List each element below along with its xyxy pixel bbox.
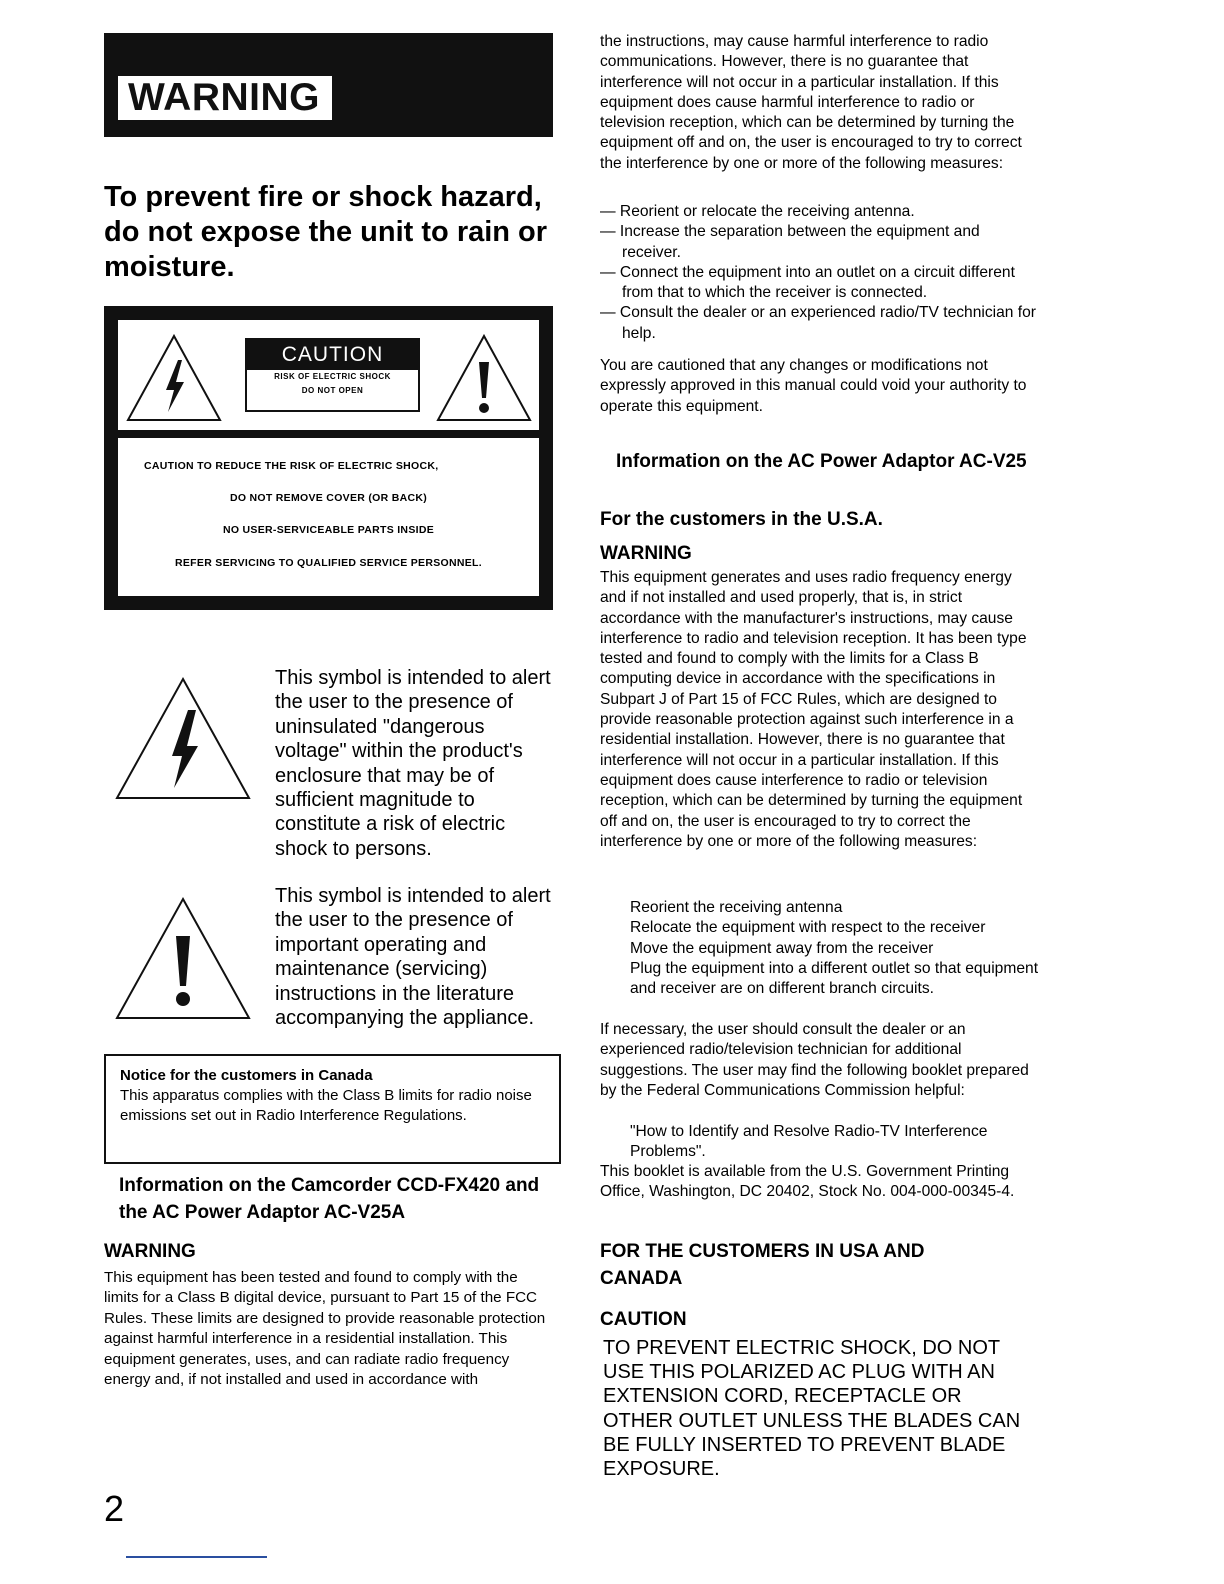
exclamation-symbol-description: This symbol is intended to alert the user to the presence of important operating and maintenance (servicing) instructions in the literature accompanying the appliance. — [275, 885, 551, 1030]
canada-notice-text: This apparatus complies with the Class B limits for radio noise emissions set out in Radio Interference Regulations. — [120, 1087, 532, 1124]
caution-line: CAUTION TO REDUCE THE RISK OF ELECTRIC SHOCK, — [144, 460, 439, 472]
measures-list — [600, 202, 1040, 344]
list-item: Plug the equipment into a different outlet so that equipment and receiver are on different branch circuits. — [630, 959, 1039, 998]
footer-rule — [126, 1556, 267, 1558]
page-number: 2 — [104, 1488, 125, 1529]
caution-line: REFER SERVICING TO QUALIFIED SERVICE PERSONNEL. — [175, 557, 482, 569]
warning-banner — [104, 33, 553, 137]
warning-label: WARNING — [118, 76, 332, 120]
caution-plaque — [245, 338, 420, 412]
caution-panel-top — [118, 320, 539, 430]
list-item: — Consult the dealer or an experienced radio/TV technician for help. — [600, 304, 1037, 342]
exclamation-triangle-icon — [434, 332, 534, 424]
exclamation-triangle-icon — [114, 896, 252, 1022]
usa-customers-title: For the customers in the U.S.A. — [600, 509, 883, 530]
caution-panel-text — [118, 438, 539, 596]
canada-notice-box — [104, 1054, 561, 1164]
lightning-triangle-icon — [114, 676, 252, 802]
list-item: Move the equipment away from the receiver — [630, 939, 934, 957]
caution-plaque-line: RISK OF ELECTRIC SHOCK — [274, 372, 391, 381]
caution-plaque-line: DO NOT OPEN — [301, 386, 364, 395]
usa-warning-heading: WARNING — [600, 543, 692, 564]
caution-plaque-title: CAUTION — [247, 340, 418, 370]
usa-canada-title: FOR THE CUSTOMERS IN USA AND CANADA — [600, 1241, 925, 1289]
camcorder-warning-text: This equipment has been tested and found to comply with the limits for a Class B digital device, pursuant to Part 15 of the FCC Rules. These limits are designed to provide reasonable protection against harmful interference in a residential installation. This equipment generates, uses, and can radiate radio frequency energy and, if not installed and used in accordance with — [104, 1269, 546, 1389]
adaptor-section-title: Information on the AC Power Adaptor AC-V25 — [616, 451, 1027, 472]
final-caution-heading: CAUTION — [600, 1309, 687, 1330]
camcorder-warning-heading: WARNING — [104, 1241, 196, 1262]
final-caution-text: TO PREVENT ELECTRIC SHOCK, DO NOT USE THIS POLARIZED AC PLUG WITH AN EXTENSION CORD, RECEPTACLE OR OTHER OUTLET UNLESS THE BLADES CAN BE FULLY INSERTED TO PREVENT BLADE EXPOSURE. — [603, 1337, 1021, 1481]
list-item: Reorient the receiving antenna — [630, 899, 843, 916]
caution-line: DO NOT REMOVE COVER (OR BACK) — [229, 492, 428, 504]
list-item: Relocate the equipment with respect to the receiver — [630, 919, 986, 937]
headline: To prevent fire or shock hazard, do not expose the unit to rain or moisture. — [104, 181, 548, 283]
camcorder-section-title: Information on the Camcorder CCD-FX420 and the AC Power Adaptor AC-V25A — [119, 1175, 540, 1223]
booklet-availability: This booklet is available from the U.S. Government Printing Office, Washington, DC 20402, Stock No. 004-000-00345-4. — [600, 1163, 1015, 1201]
list-item: — Reorient or relocate the receiving antenna. — [600, 203, 915, 220]
continued-warning-text: the instructions, may cause harmful interference to radio communications. However, there is no guarantee that interference will not occur in a particular installation. If this equipment does cause harmful interference to radio or television reception, which can be determined by turning the equipment off and on, the user is encouraged to try to correct the interference by one or more of the following measures: — [600, 33, 1022, 172]
list-item: — Increase the separation between the equipment and receiver. — [600, 223, 980, 261]
caution-line: NO USER-SERVICEABLE PARTS INSIDE — [222, 524, 435, 536]
usa-warning-text: This equipment generates and uses radio frequency energy and if not installed and used properly, that is, in strict accordance with the manufacturer's instructions, may cause interference to radio and television reception. It has been type tested and found to comply with the limits for a Class B computing device in accordance with the specifications in Subpart J of Part 15 of FCC Rules, which are designed to provide reasonable protection against such interference in a residential installation. However, there is no guarantee that interference will not occur in a particular installation. If this equipment does cause interference to radio or television reception, which can be determined by turning the equipment off and on, the user is encouraged to try to correct the interference by one or more of the following measures: — [600, 569, 1027, 850]
list-item: — Connect the equipment into an outlet on a circuit different from that to which the receiver is connected. — [600, 263, 1015, 302]
shock-symbol-description: This symbol is intended to alert the user to the presence of uninsulated "dangerous voltage" within the product's enclosure that may be of sufficient magnitude to constitute a risk of electric shock to persons. — [275, 667, 551, 860]
caution-panel — [104, 306, 553, 610]
lightning-triangle-icon — [124, 332, 224, 424]
cautioned-text: You are cautioned that any changes or modifications not expressly approved in this manual could void your authority to operate this equipment. — [600, 357, 1027, 415]
booklet-title: "How to Identify and Resolve Radio-TV Interference Problems". — [630, 1123, 988, 1161]
usa-necessary-text: If necessary, the user should consult the dealer or an experienced radio/television technician for additional suggestions. The user may find the following booklet prepared by the Federal Communications Commission helpful: — [600, 1021, 1029, 1099]
canada-notice-title: Notice for the customers in Canada — [120, 1067, 373, 1084]
usa-measures-list — [600, 898, 1040, 999]
